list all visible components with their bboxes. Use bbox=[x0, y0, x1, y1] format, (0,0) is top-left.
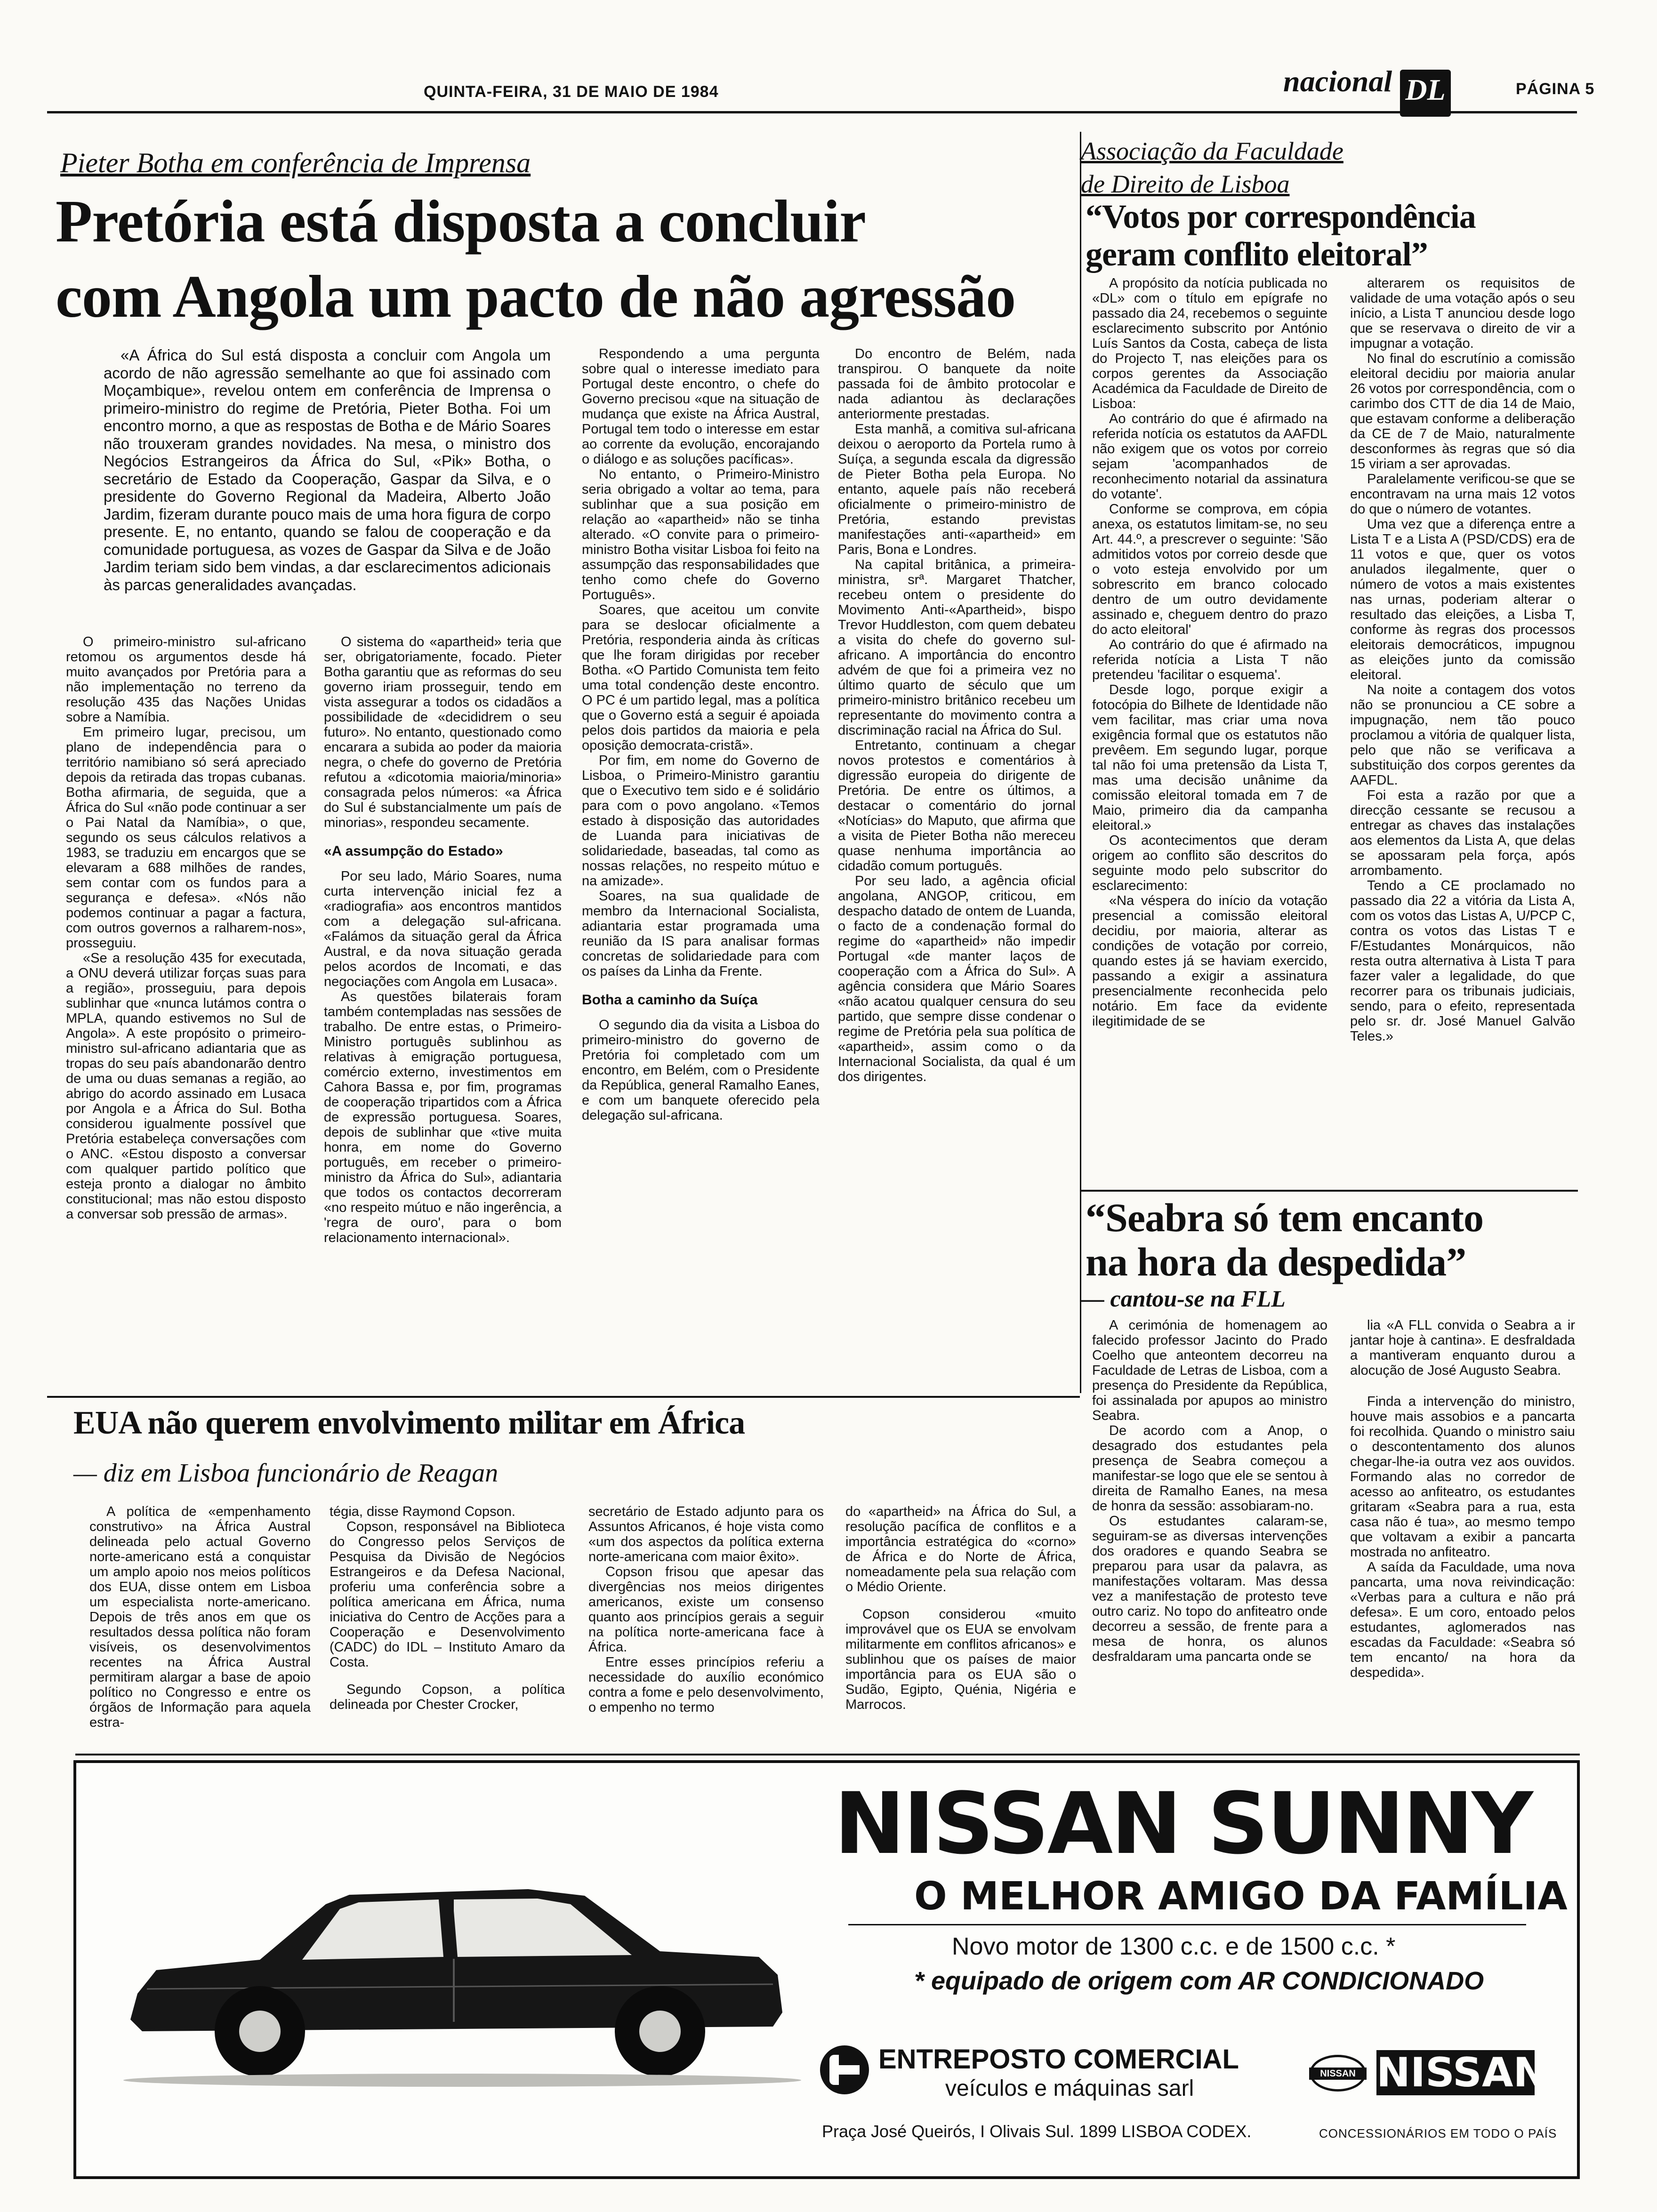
page-number: PÁGINA 5 bbox=[1516, 80, 1595, 98]
botha-paragraph: As questões bilaterais foram também contempladas nas sessões de trabalho. De entre estas, o Primeiro-Ministro português sublinhou as relativas à emigração portuguesa, comércio externo, investimentos em Cahora Bassa e, por fim, programas de cooperação tripartidos com a África de expressão portuguesa. Soares, depois de sublinhar que «tive muita honra, em nome do Governo português, em receber o primeiro-ministro da África do Sul», adiantaria que todos os contactos decorreram «no respeito mútuo e não ingerência, a 'regra de ouro', para o bom relacionamento internacional». bbox=[324, 989, 562, 1245]
dealer-address: Praça José Queirós, I Olivais Sul. 1899 LISBOA CODEX. bbox=[822, 2122, 1252, 2141]
faculdade-paragraph: «Na véspera do início da votação presencial a comissão eleitoral decidiu, por maioria, alterar as condições de votação por correio, quando estes já se haviam exercido, passando a exigir a assinatura presencialmente reconhecida pelo notário. Em face da evidente ilegitimidade de se bbox=[1092, 893, 1327, 1029]
eua-top-rule bbox=[47, 1396, 1080, 1398]
seabra-column-1 bbox=[1092, 1318, 1327, 1741]
ad-air-conditioning: * equipado de origem com AR CONDICIONADO bbox=[914, 1967, 1484, 1995]
eua-paragraph: Entre esses princípios referiu a necessidade do auxílio económico contra a fome e pelo desenvolvimento, o empenho no termo bbox=[588, 1655, 824, 1715]
faculdade-headline-line1: “Votos por correspondência bbox=[1086, 198, 1476, 235]
faculdade-paragraph: Ao contrário do que é afirmado na referida notícia os estatutos da AAFDL não exigem que os votos por correio sejam 'acompanhados de reconhecimento notarial da assinatura do votante'. bbox=[1092, 411, 1327, 502]
botha-paragraph: Esta manhã, a comitiva sul-africana deixou o aeroporto da Portela rumo à Suíça, a segunda escala da digressão de Pieter Botha pela Europa. No entanto, aquele país não receberá oficialmente o primeiro-ministro de Pretória, estando previstas manifestações anti-«apartheid» em Paris, Bona e Londres. bbox=[838, 422, 1076, 557]
faculdade-paragraph: Foi esta a razão por que a direcção cessante se recusou a entregar as chaves das instalações aos elementos da Lista A, que delas se apossaram pela força, após arrombamento. bbox=[1350, 788, 1575, 878]
eua-subhead: — diz em Lisboa funcionário de Reagan bbox=[73, 1459, 499, 1488]
botha-paragraph: Na capital britânica, a primeira-ministra, srª. Margaret Thatcher, recebeu ontem o presidente do Movimento Anti-«Apartheid», bispo Trevor Huddleston, com quem debateu a visita do chefe do governo sul-africano. A importância do encontro advém de que foi a primeira vez no último quarto de século que um primeiro-ministro britânico recebeu um representante do movimento contra a discriminação racial na África do Sul. bbox=[838, 557, 1076, 738]
seabra-headline-line2: na hora da despedida” bbox=[1086, 1239, 1466, 1284]
faculdade-paragraph: Tendo a CE proclamado no passado dia 22 a vitória da Lista A, com os votos das Listas A, U/PCP C, contra os votos das Listas T e F/Estudantes Monárquicos, não resta outra alternativa à Lista T para fazer valer a legalidade, do que recorrer para os tribunais judiciais, sendo, para o efeito, representada pelo sr. dr. José Manuel Galvão Teles.» bbox=[1350, 878, 1575, 1044]
eua-column-2 bbox=[330, 1504, 565, 1749]
seabra-column-2 bbox=[1350, 1318, 1575, 1741]
dl-logo bbox=[1400, 70, 1451, 117]
botha-paragraph: Respondendo a uma pergunta sobre qual o interesse imediato para Portugal deste encontro, o chefe do Governo precisou «que na situação de mudança que existe na África Austral, Portugal tem todo o interesse em estar ao corrente da evolução, encorajando o diálogo e as soluções pacíficas». bbox=[582, 346, 820, 467]
dealer-logo bbox=[820, 2045, 869, 2094]
botha-column-3 bbox=[582, 346, 820, 1387]
botha-subhead-estado: «A assumpção do Estado» bbox=[324, 843, 503, 859]
seabra-paragraph: A saída da Faculdade, uma nova pancarta, uma nova reivindicação: «Verbas para a cultura e não prá defesa». E um coro, entoado pelos estudantes, aglomerados nas escadas da Faculdade: «Seabra só tem encanto/ na hora da despedida». bbox=[1350, 1560, 1575, 1680]
faculdade-paragraph: Conforme se comprova, em cópia anexa, os estatutos limitam-se, no seu Art. 44.º, a prescrever o seguinte: 'São admitidos votos por correio desde que o voto esteja envolvido por um sobrescrito em branco colocado dentro de um outro devidamente assinado e, cheguem dentro do prazo do acto eleitoral' bbox=[1092, 502, 1327, 637]
faculdade-headline-line2: geram conflito eleitoral” bbox=[1086, 235, 1428, 273]
faculdade-paragraph: No final do escrutínio a comissão eleitoral decidiu por maioria anular 26 votos por correspondência, com o carimbo dos CTT de dia 14 de Maio, que estavam conforme a deliberação da CE de 7 de Maio, naturalmente desconformes às regras que só dia 15 viriam a ser aprovadas. bbox=[1350, 351, 1575, 472]
eua-paragraph: Copson frisou que apesar das divergências nos meios dirigentes americanos, existe um consenso quanto aos princípios gerais a seguir na política norte-americana face à África. bbox=[588, 1564, 824, 1655]
eua-paragraph: A política de «empenhamento construtivo» na África Austral delineada pelo actual Governo norte-americano está a conquistar um amplo apoio nos meios políticos dos EUA, disse ontem em Lisboa um especialista norte-americano. Depois de três anos em que os resultados dessa política não foram visíveis, os desenvolvimentos recentes na África Austral permitiram alargar a base de apoio político no Congresso e entre os órgãos de Informação para aquela estra- bbox=[89, 1504, 311, 1730]
page-date: QUINTA-FEIRA, 31 DE MAIO DE 1984 bbox=[424, 83, 719, 101]
seabra-paragraph: lia «A FLL convida o Seabra a ir jantar hoje à cantina». E desfraldada a mantiveram enquanto durou a alocução de José Augusto Seabra. bbox=[1350, 1318, 1575, 1378]
seabra-paragraph: A cerimónia de homenagem ao falecido professor Jacinto do Prado Coelho que anteontem decorreu na Faculdade de Letras de Lisboa, com a presença do Presidente da República, foi assinalada por apupos ao ministro Seabra. bbox=[1092, 1318, 1327, 1423]
eua-paragraph: Segundo Copson, a política delineada por Chester Crocker, bbox=[330, 1682, 565, 1712]
dealer-name: ENTREPOSTO COMERCIAL bbox=[878, 2044, 1239, 2075]
eua-paragraph: do «apartheid» na África do Sul, a resolução pacífica de conflitos e a importância estratégica do «corno» de África e do Norte de África, nomeadamente pela sua relação com o Médio Oriente. bbox=[845, 1504, 1076, 1595]
ad-rule bbox=[848, 1924, 1526, 1925]
botha-headline-line2: com Angola um pacto de não agressão bbox=[56, 263, 1016, 330]
section-name: nacional bbox=[1283, 64, 1392, 98]
botha-paragraph: O primeiro-ministro sul-africano retomou os argumentos desde há muito avançados por Pretória para a não implementação no terreno da resolução 435 das Nações Unidas sobre a Namíbia. bbox=[66, 634, 306, 725]
botha-paragraph: O sistema do «apartheid» teria que ser, obrigatoriamente, focado. Pieter Botha garantiu que as reformas do seu governo iriam prosseguir, tendo em vista assegurar a todos os cidadãos a possibilidade de «decididrem o seu futuro». No entanto, questionado como encarara a subida ao poder da maioria negra, o chefe do governo de Pretória refutou a «dicotomia maioria/minoria» consagrada pelos números: «a África do Sul é substancialmente um país de minorias», respondeu secamente. bbox=[324, 634, 562, 830]
eua-column-3 bbox=[588, 1504, 824, 1749]
car-hubcap bbox=[639, 2011, 681, 2052]
botha-paragraph: Por seu lado, Mário Soares, numa curta intervenção inicial fez a «radiografia» aos encontros mantidos com a delegação sul-africana. «Falámos da situação geral da África Austral, e da nova situação gerada pelos acordos de Incomati, e das negociações com Angola em Lusaca». bbox=[324, 869, 562, 989]
botha-column-2 bbox=[324, 634, 562, 1387]
botha-paragraph: Por seu lado, a agência oficial angolana, ANGOP, criticou, em despacho datado de ontem de Luanda, o facto de a condenação formal do regime do «apartheid» não impedir Portugal «de manter laços de cooperação com a África do Sul». A agência considera que Mário Soares «não acatou qualquer censura do seu partido, que sempre disse condenar o regime de Pretória pela sua política de «apartheid», assim como o da Internacional Socialista, da qual é um dos dirigentes. bbox=[838, 874, 1076, 1084]
botha-kicker: Pieter Botha em conferência de Imprensa bbox=[60, 147, 531, 178]
dealer-subtitle: veículos e máquinas sarl bbox=[945, 2076, 1194, 2101]
faculdade-paragraph: Uma vez que a diferença entre a Lista T e a Lista A (PSD/CDS) era de 11 votos e que, quer os votos anulados ilegalmente, quer o número de votos a mais existentes nas urnas, poderiam alterar o resultado das eleições, a Lisba T, conforme às regras dos processos eleitorais democráticos, impugnou as eleições junto da comissão eleitoral. bbox=[1350, 517, 1575, 682]
ad-engine: Novo motor de 1300 c.c. e de 1500 c.c. * bbox=[952, 1933, 1396, 1960]
faculdade-paragraph: Ao contrário do que é afirmado na referida notícia a Lista T não pretendeu 'facilitar o esquema'. bbox=[1092, 637, 1327, 682]
car-shadow bbox=[123, 2074, 801, 2087]
eua-paragraph: tégia, disse Raymond Copson. bbox=[330, 1504, 515, 1519]
eua-paragraph: Copson considerou «muito improvável que os EUA se envolvam militarmente em conflitos africanos» e sublinhou que os países de maior importância para os EUA são o Sudão, Egipto, Quénia, Nigéria e Marrocos. bbox=[845, 1607, 1076, 1712]
faculdade-paragraph: Na noite a contagem dos votos não se pronunciou a CE sobre a impugnação, nem tão pouco proclamou a vitória de qualquer lista, pelo que não se verificava a substituição dos corpos gerentes da AAFDL. bbox=[1350, 682, 1575, 788]
seabra-paragraph: De acordo com a Anop, o desagrado dos estudantes pela presença de Seabra começou a manifestar-se logo que ele se sentou à direita de Ramalho Eanes, na mesa de honra da sessão: assobiaram-no. bbox=[1092, 1423, 1327, 1514]
dl-logo-text: DL bbox=[1405, 73, 1446, 106]
faculdade-paragraph: Paralelamente verificou-se que se encontravam na urna mais 12 votos do que o número de votantes. bbox=[1350, 472, 1575, 517]
faculdade-column-1 bbox=[1092, 276, 1327, 1184]
ad-brand: NISSAN SUNNY bbox=[834, 1775, 1531, 1873]
car-illustration bbox=[105, 1834, 801, 2097]
botha-paragraph: Soares, na sua qualidade de membro da Internacional Socialista, adiantaria estar programada uma reunião da IS para analisar formas concretas de solidariedade para com os países da Linha da Frente. bbox=[582, 889, 820, 979]
botha-paragraph: O segundo dia da visita a Lisboa do primeiro-ministro do governo de Pretória foi completado com um encontro, em Belém, com o Presidente da República, general Ramalho Eanes, e com um banquete oferecido pela delegação sul-africana. bbox=[582, 1018, 820, 1123]
nissan-logo-small-bar: NISSAN bbox=[1309, 2068, 1367, 2080]
faculdade-paragraph: alterarem os requisitos de validade de uma votação após o seu início, a Lista T anunciou desde logo que se reservava o direito de vir a impugnar a votação. bbox=[1350, 276, 1575, 351]
faculdade-paragraph: A propósito da notícia publicada no «DL» com o título em epígrafe no passado dia 24, recebemos o seguinte esclarecimento subscrito por António Luís Santos da Costa, cabeça de lista do Projecto T, nas eleições para os corpos gerentes da Associação Académica da Faculdade de Direito de Lisboa: bbox=[1092, 276, 1327, 411]
botha-column-1 bbox=[66, 634, 306, 1387]
botha-paragraph: Soares, que aceitou um convite para se deslocar oficialmente a Pretória, responderia ainda às críticas que lhe foram dirigidas por receber Botha. «O Partido Comunista tem feito uma total condenção deste encontro. O PC é um partido legal, mas a política que o Governo está a seguir é apoiada pelos dois partidos da maioria e pela oposição democrata-cristã». bbox=[582, 602, 820, 753]
nissan-logo-big: NISSAN bbox=[1376, 2049, 1547, 2096]
botha-paragraph: No entanto, o Primeiro-Ministro seria obrigado a voltar ao tema, para sublinhar que a sua posição em relação ao «apartheid» não se tinha alterado. «O convite para o primeiro-ministro Botha visitar Lisboa foi feito na assumpção das responsabilidades que tenho como chefe do Governo Português». bbox=[582, 467, 820, 602]
botha-lead bbox=[104, 346, 551, 610]
faculdade-bottom-rule bbox=[1081, 1190, 1578, 1192]
botha-paragraph: Em primeiro lugar, precisou, um plano de independência para o território namibiano só será apreciado depois da retirada das tropas cubanas. Botha afirmaria, de seguida, que a África do Sul «não pode continuar a ser o Pai Natal da Namíbia», o que, segundo os seus cálculos relativos a 1983, se traduziu em encargos que se elevaram a 688 milhões de randes, sem contar com os fundos para a segurança e defesa». «Nós não podemos continuar a pagar a factura, com outros governos a ralharem-nos», prosseguiu. bbox=[66, 725, 306, 951]
botha-lead-text: «A África do Sul está disposta a concluir com Angola um acordo de não agressão semelhante ao que foi assinado com Moçambique», revelou ontem em conferência de Imprensa o primeiro-ministro do regime de Pretória, Pieter Botha. Foi um encontro morno, a que as respostas de Botha e de Mário Soares não trouxeram grandes novidades. Na mesa, o ministro dos Negócios Estrangeiros da África do Sul, «Pik» Botha, o secretário de Estado da Cooperação, Gaspar da Silva, e o presidente do Governo Regional da Madeira, Alberto João Jardim, fizeram durante pouco mais de uma hora figura de corpo presente. E, no entanto, quando se falou de cooperação e da comunidade portuguesa, as vozes de Gaspar da Silva e de João Jardim teriam sido bem vindas, a dar esclarecimentos adicionais às parcas generalidades avançadas. bbox=[104, 346, 551, 593]
faculdade-kicker-2: de Direito de Lisboa bbox=[1081, 170, 1290, 198]
car-hubcap bbox=[239, 2011, 281, 2052]
column-divider bbox=[1080, 132, 1081, 1393]
nissan-advertisement bbox=[73, 1760, 1580, 2179]
dealers-note: CONCESSIONÁRIOS EM TODO O PAÍS bbox=[1319, 2126, 1557, 2140]
seabra-paragraph: Os estudantes calaram-se, seguiram-se as diversas intervenções dos oradores e quando Seabra se preparou para usar da palavra, as manifestações voltaram. Mas dessa vez a manifestação de protesto teve outro cariz. No topo do anfiteatro onde decorreu a sessão, de frente para a mesa de honra, os alunos desfraldaram uma pancarta onde se bbox=[1092, 1514, 1327, 1664]
botha-headline-line1: Pretória está disposta a concluir bbox=[56, 188, 866, 255]
botha-paragraph: Por fim, em nome do Governo de Lisboa, o Primeiro-Ministro garantiu que o Executivo tem sido e é solidário para com o povo angolano. «Temos estado à disposição das autoridades de Luanda para iniciativas de solidariedade, baseadas, tal como as nossas relações, no respeito mútuo e na amizade». bbox=[582, 753, 820, 889]
masthead-rule bbox=[47, 111, 1577, 113]
eua-paragraph: Copson, responsável na Biblioteca do Congresso pelos Serviços de Pesquisa da Divisão de Negócios Estrangeiros e da Defesa Nacional, proferiu uma conferência sobre a política americana em África, numa iniciativa do Centro de Acções para a Cooperação e Desenvolvimento (CADC) do IDL – Instituto Amaro da Costa. bbox=[330, 1519, 565, 1670]
eua-paragraph: secretário de Estado adjunto para os Assuntos Africanos, é hoje vista como «um dos aspectos da política externa norte-americana com maior êxito». bbox=[588, 1504, 824, 1564]
seabra-subhead: — cantou-se na FLL bbox=[1081, 1285, 1286, 1312]
ad-tagline: O MELHOR AMIGO DA FAMÍLIA bbox=[914, 1874, 1568, 1919]
seabra-headline-line1: “Seabra só tem encanto bbox=[1086, 1195, 1484, 1240]
faculdade-paragraph: Desde logo, porque exigir a fotocópia do Bilhete de Identidade não vem facilitar, mas criar uma nova exigência formal que os estatutos não prevêem. Em segundo lugar, porque tal não foi uma pretensão da Lista T, mas uma decisão unânime da comissão eleitoral tomada em 7 de Maio, primeiro dia da campanha eleitoral.» bbox=[1092, 682, 1327, 833]
botha-paragraph: Do encontro de Belém, nada transpirou. O banquete da noite passada foi de âmbito protocolar e nada adiantou às declarações anteriormente prestadas. bbox=[838, 346, 1076, 422]
faculdade-kicker-1: Associação da Faculdade bbox=[1081, 137, 1343, 165]
eua-column-4 bbox=[845, 1504, 1076, 1749]
car-pillar bbox=[443, 1899, 454, 1959]
nissan-logo-small bbox=[1310, 2055, 1366, 2092]
botha-paragraph: «Se a resolução 435 for executada, a ONU deverá utilizar forças suas para a região», prosseguiu, para depois sublinhar que «nunca lutámos contra o MPLA, quando estivemos no Sul de Angola». A este propósito o primeiro-ministro sul-africano adiantaria que as tropas do seu país abandonarão dentro de uma ou duas semanas a região, ao abrigo do acordo assinado em Lusaca por Angola e a África do Sul. Botha considerou igualmente possível que Pretória estabeleça conversações com o ANC. «Estou disposto a conversar com qualquer partido político que esteja pronto a dialogar no âmbito constitucional; mas não estou disposto a conversar sob pressão de armas». bbox=[66, 951, 306, 1222]
botha-subhead-suica: Botha a caminho da Suíça bbox=[582, 992, 758, 1008]
page-bottom-rule bbox=[75, 1754, 1580, 1755]
botha-paragraph: Entretanto, continuam a chegar novos protestos e comentários à digressão europeia do dirigente de Pretória. De entre os últimos, a destacar o comentário do jornal «Notícias» do Maputo, que afirma que a visita de Pieter Botha não mereceu quase nenhuma importância ao cidadão comum português. bbox=[838, 738, 1076, 874]
seabra-paragraph: Finda a intervenção do ministro, houve mais assobios e a pancarta foi recolhida. Quando o ministro saiu o descontentamento dos alunos chegar-lhe-ia outra vez aos ouvidos. Formando alas no corredor de acesso ao anfiteatro, os estudantes gritaram «Seabra para a rua, esta casa não é tua», ao mesmo tempo que voltavam a exibir a pancarta mostrada no anfiteatro. bbox=[1350, 1394, 1575, 1560]
dealer-logo-bar bbox=[829, 2055, 839, 2085]
botha-column-4 bbox=[838, 346, 1076, 1387]
faculdade-paragraph: Os acontecimentos que deram origem ao conflito são descritos do seguinte modo pelo subscritor do esclarecimento: bbox=[1092, 833, 1327, 893]
faculdade-column-2 bbox=[1350, 276, 1575, 1184]
eua-column-1 bbox=[89, 1504, 311, 1749]
eua-headline: EUA não querem envolvimento militar em África bbox=[73, 1405, 745, 1441]
